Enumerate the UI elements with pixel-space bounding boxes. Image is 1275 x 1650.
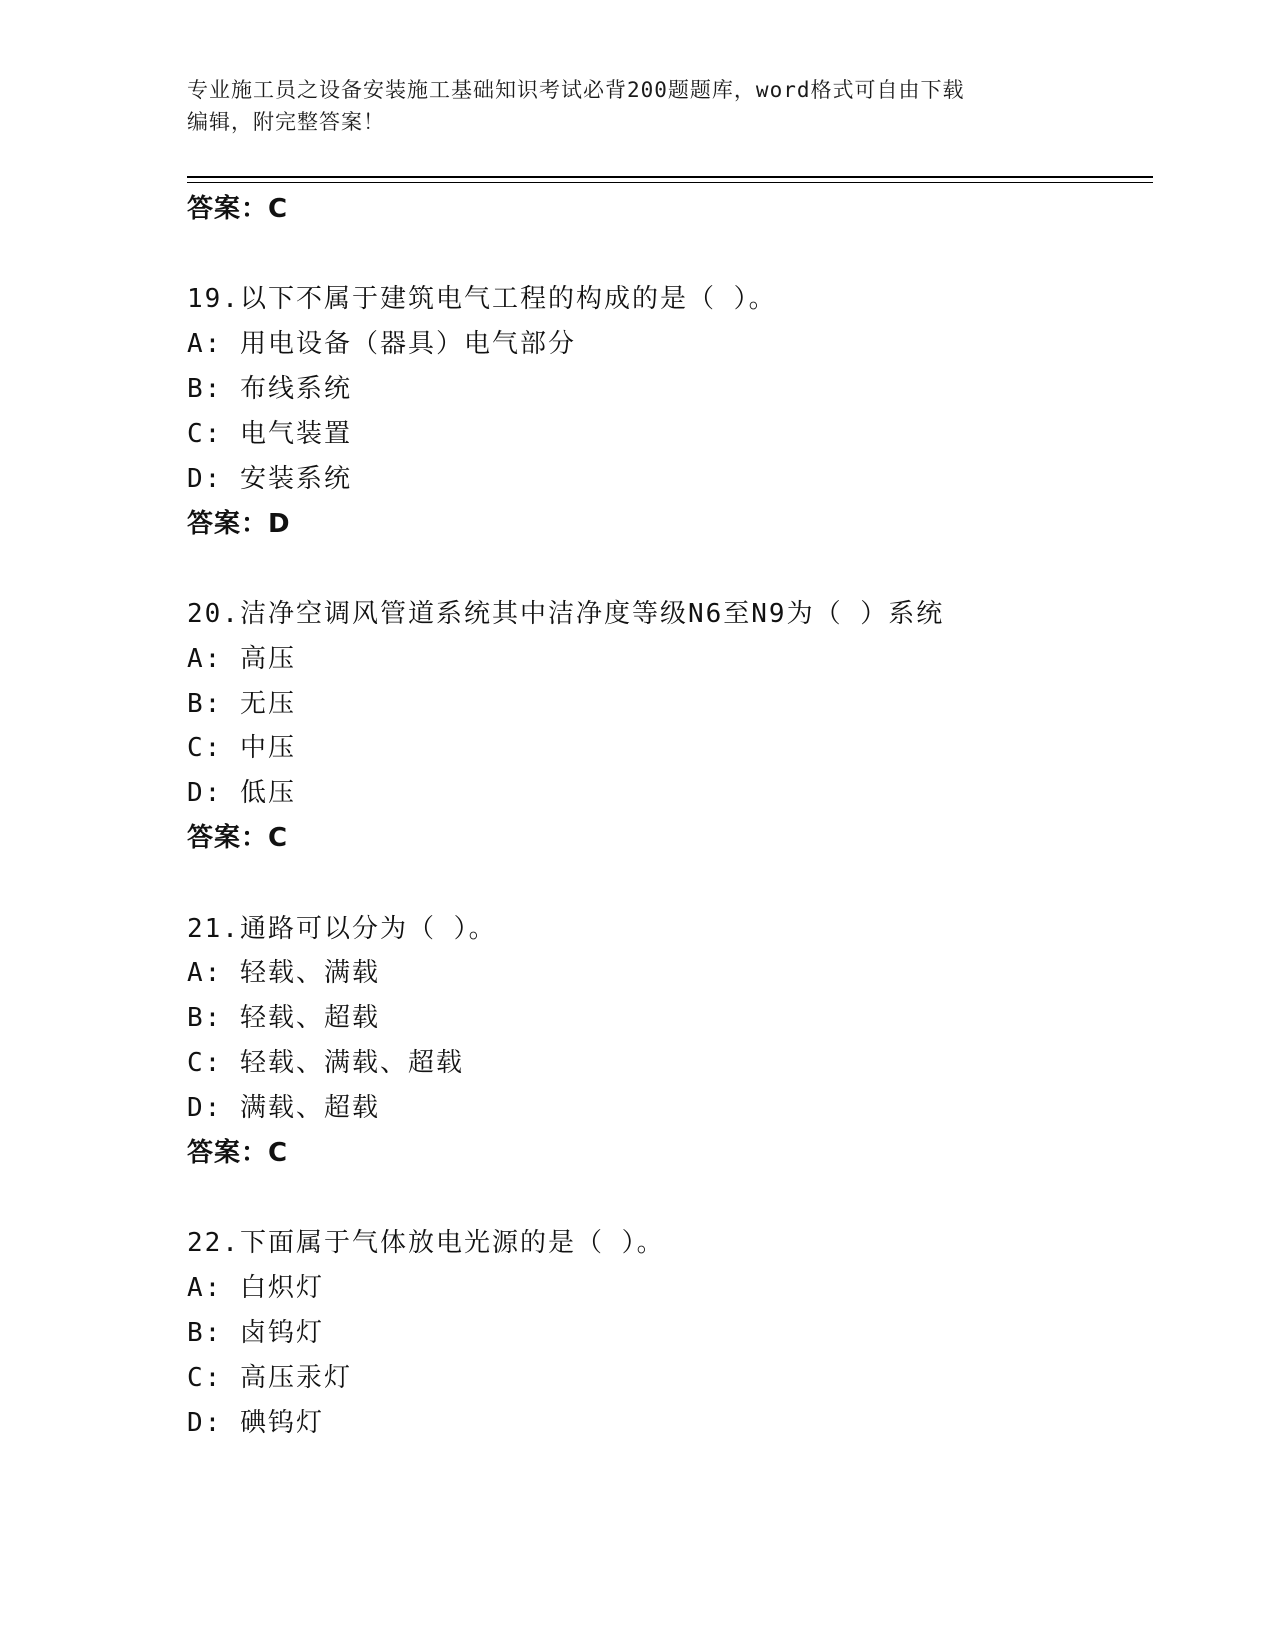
question-22-option-c: C: 高压汞灯 (187, 1363, 352, 1393)
question-20-text: 20.洁净空调风管道系统其中洁净度等级N6至N9为（ ）系统 (187, 599, 945, 629)
question-19-option-b: B: 布线系统 (187, 374, 352, 404)
question-19-option-d: D: 安装系统 (187, 464, 352, 494)
question-20-answer: 答案：C (187, 823, 289, 853)
question-21-option-d: D: 满载、超载 (187, 1093, 380, 1123)
question-19-text: 19.以下不属于建筑电气工程的构成的是（ ）。 (187, 284, 777, 314)
header-divider-thin (187, 182, 1153, 183)
question-21-answer: 答案：C (187, 1138, 289, 1168)
question-22-option-d: D: 碘钨灯 (187, 1408, 324, 1438)
question-19-answer: 答案：D (187, 509, 291, 539)
question-20-option-a: A: 高压 (187, 644, 296, 674)
question-21-option-b: B: 轻载、超载 (187, 1003, 380, 1033)
question-20-option-c: C: 中压 (187, 733, 296, 763)
answer-previous: 答案：C (187, 194, 289, 224)
question-22-option-b: B: 卤钨灯 (187, 1318, 324, 1348)
question-19-option-a: A: 用电设备（器具）电气部分 (187, 329, 576, 359)
question-21-text: 21.通路可以分为（ ）。 (187, 914, 497, 944)
question-21-option-a: A: 轻载、满载 (187, 958, 380, 988)
question-19-option-c: C: 电气装置 (187, 419, 352, 449)
question-21-option-c: C: 轻载、满载、超载 (187, 1048, 464, 1078)
question-20-option-b: B: 无压 (187, 689, 296, 719)
question-20-option-d: D: 低压 (187, 778, 296, 808)
question-22-option-a: A: 白炽灯 (187, 1273, 324, 1303)
question-22-text: 22.下面属于气体放电光源的是（ ）。 (187, 1228, 665, 1258)
header-line-2: 编辑，附完整答案！ (187, 110, 385, 134)
header-divider-thick (187, 176, 1153, 178)
header-line-1: 专业施工员之设备安装施工基础知识考试必背200题题库，word格式可自由下载 (187, 78, 965, 102)
document-header (187, 74, 1087, 138)
